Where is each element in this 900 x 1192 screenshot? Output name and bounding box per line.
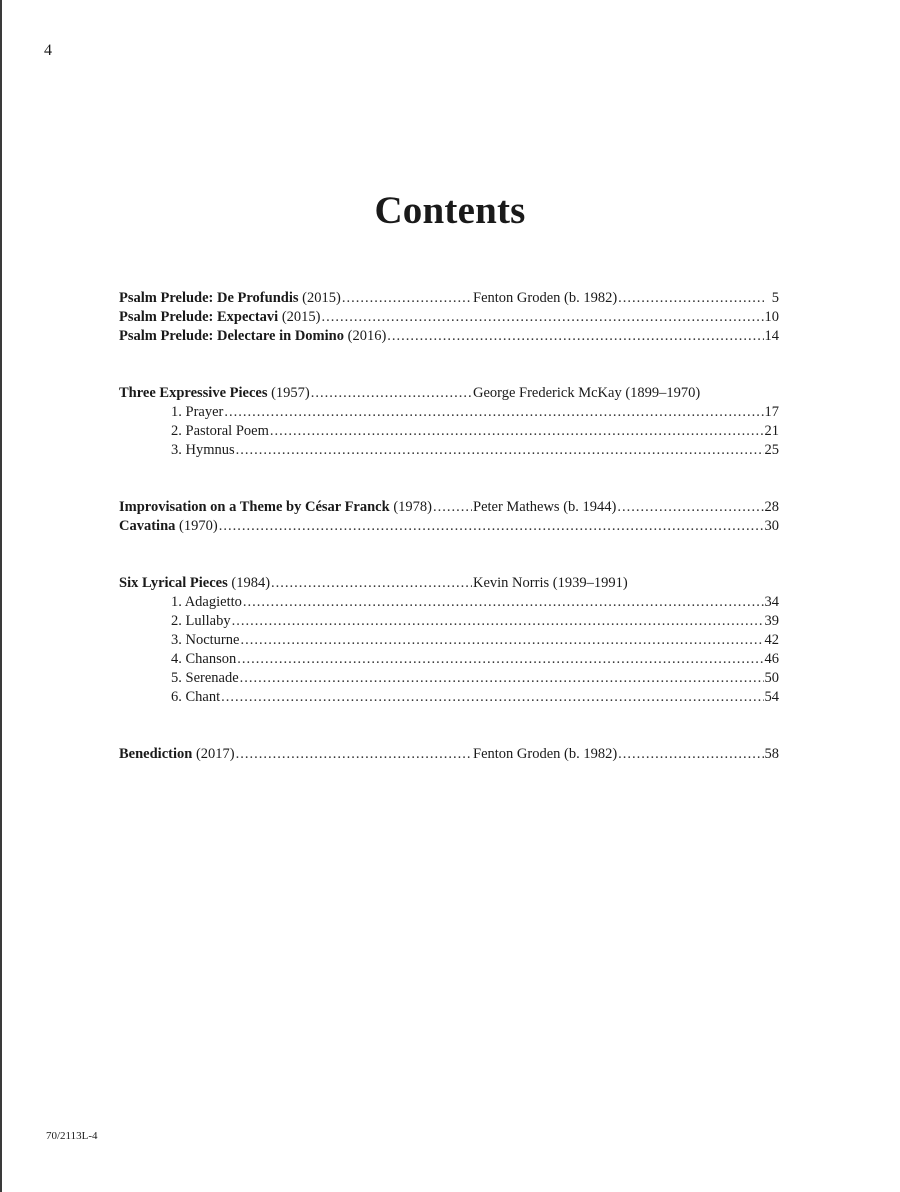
dot-leader [232, 612, 764, 631]
composer: Fenton Groden (b. 1982) [473, 290, 618, 306]
toc-group-mathews [119, 498, 779, 536]
toc-subitem[interactable] [119, 688, 779, 707]
page-ref: 10 [764, 309, 779, 325]
movement-title: 3. Hymnus [171, 442, 235, 458]
toc-group-psalm-preludes [119, 289, 779, 346]
catalog-code: 70/2113L-4 [46, 1130, 98, 1142]
composer: Fenton Groden (b. 1982) [473, 746, 618, 762]
toc-group-three-expressive-pieces [119, 384, 779, 460]
page-ref: 39 [764, 613, 779, 629]
toc-subitem[interactable] [119, 631, 779, 650]
work-title: Psalm Prelude: Expectavi (2015) [119, 309, 321, 325]
work-title: Psalm Prelude: De Profundis (2015) [119, 290, 341, 306]
work-title: Six Lyrical Pieces (1984) [119, 575, 271, 591]
page-ref: 5 [771, 290, 779, 306]
dot-leader [236, 441, 764, 460]
dot-leader [270, 422, 764, 441]
toc-subitem[interactable] [119, 441, 779, 460]
toc-subitem[interactable] [119, 403, 779, 422]
dot-leader [271, 574, 472, 593]
dot-leader [617, 498, 763, 517]
toc-subitem[interactable] [119, 422, 779, 441]
dot-leader [618, 289, 764, 308]
movement-title: 1. Prayer [171, 404, 224, 420]
dot-leader [240, 631, 763, 650]
movement-title: 2. Lullaby [171, 613, 231, 629]
dot-leader [221, 688, 763, 707]
page-ref: 30 [764, 518, 779, 534]
movement-title: 1. Adagietto [171, 594, 242, 610]
page-ref: 42 [764, 632, 779, 648]
movement-title: 5. Serenade [171, 670, 239, 686]
movement-title: 2. Pastoral Poem [171, 423, 269, 439]
page-title: Contents [374, 189, 526, 232]
composer: Peter Mathews (b. 1944) [473, 499, 617, 515]
page-ref: 34 [764, 594, 779, 610]
work-title: Benediction (2017) [119, 746, 235, 762]
page-ref: 14 [764, 328, 779, 344]
toc-subitem[interactable] [119, 650, 779, 669]
toc-group-six-lyrical-pieces [119, 574, 779, 707]
composer: George Frederick McKay (1899–1970) [473, 385, 701, 401]
composer: Kevin Norris (1939–1991) [473, 575, 628, 591]
toc-group-benediction [119, 745, 779, 764]
dot-leader [236, 745, 472, 764]
movement-title: 6. Chant [171, 689, 221, 705]
dot-leader [322, 308, 764, 327]
toc-entry[interactable] [119, 289, 779, 308]
dot-leader [387, 327, 763, 346]
toc-subitem[interactable] [119, 593, 779, 612]
toc-subitem[interactable] [119, 669, 779, 688]
dot-leader [224, 403, 763, 422]
dot-leader [433, 498, 472, 517]
page-ref: 50 [764, 670, 779, 686]
page-ref: 21 [764, 423, 779, 439]
page-ref: 54 [764, 689, 779, 705]
work-title: Psalm Prelude: Delectare in Domino (2016) [119, 328, 387, 344]
toc-entry[interactable] [119, 745, 779, 764]
toc-entry[interactable] [119, 517, 779, 536]
page-ref: 58 [764, 746, 779, 762]
page-ref: 17 [764, 404, 779, 420]
toc-entry[interactable] [119, 384, 779, 403]
page-ref: 46 [764, 651, 779, 667]
dot-leader [342, 289, 472, 308]
table-of-contents [119, 289, 779, 802]
page-ref: 25 [764, 442, 779, 458]
toc-entry[interactable] [119, 498, 779, 517]
movement-title: 3. Nocturne [171, 632, 240, 648]
page-ref: 28 [764, 499, 779, 515]
page-number: 4 [44, 42, 52, 59]
movement-title: 4. Chanson [171, 651, 237, 667]
toc-subitem[interactable] [119, 612, 779, 631]
toc-entry[interactable] [119, 574, 779, 593]
work-title: Improvisation on a Theme by César Franck (1978) [119, 499, 432, 515]
dot-leader [618, 745, 763, 764]
dot-leader [240, 669, 764, 688]
toc-entry[interactable] [119, 308, 779, 327]
page-edge-rule [0, 0, 2, 1192]
dot-leader [243, 593, 764, 612]
work-title: Cavatina (1970) [119, 518, 218, 534]
dot-leader [219, 517, 764, 536]
dot-leader [311, 384, 472, 403]
toc-entry[interactable] [119, 327, 779, 346]
dot-leader [237, 650, 763, 669]
work-title: Three Expressive Pieces (1957) [119, 385, 310, 401]
